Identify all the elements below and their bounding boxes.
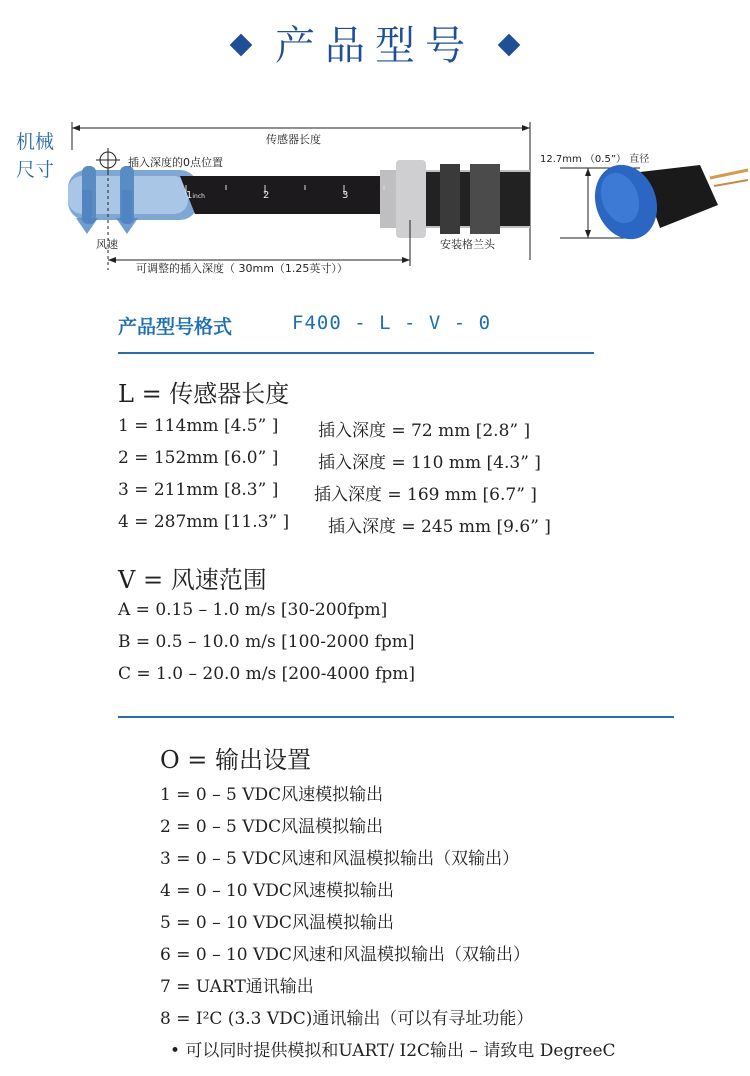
divider [118, 716, 674, 718]
output-item: 7 = UART通讯输出 [160, 977, 314, 997]
scale-label-2: 2 [263, 190, 270, 201]
output-item: 5 = 0 – 10 VDC风温模拟输出 [160, 913, 394, 933]
length-depth: 插入深度 = 72 mm [2.8” ] [318, 421, 531, 441]
format-code: F400 - L - V - 0 [292, 312, 492, 334]
output-heading: O = 输出设置 [160, 746, 312, 774]
flange-label: 安装格兰头 [440, 238, 495, 251]
mech-label: 机械尺寸 [16, 131, 55, 181]
scale-label-1: 1inch [186, 190, 205, 201]
page-title: 产品型号 [0, 14, 750, 71]
output-item: 4 = 0 – 10 VDC风速模拟输出 [160, 881, 394, 901]
velocity-item: B = 0.5 – 10.0 m/s [100-2000 fpm] [118, 632, 415, 652]
velocity-heading: V = 风速范围 [118, 566, 267, 594]
length-size: 3 = 211mm [8.3” ] [118, 480, 279, 500]
diamond-icon [498, 34, 521, 57]
length-size: 1 = 114mm [4.5” ] [118, 416, 279, 436]
format-title: 产品型号格式 [118, 316, 233, 338]
scale-label-3: 3 [342, 190, 349, 201]
output-item: 8 = I²C (3.3 VDC)通讯输出（可以有寻址功能） [160, 1009, 534, 1029]
output-item: 2 = 0 – 5 VDC风温模拟输出 [160, 817, 384, 837]
length-size: 4 = 287mm [11.3” ] [118, 512, 290, 532]
output-note: • 可以同时提供模拟和UART/ I2C输出 – 请致电 DegreeC [170, 1041, 616, 1061]
adjustable-depth-label: 可调整的插入深度（ 30mm（1.25英寸）） [136, 262, 348, 275]
airflow-label: 风速 [96, 238, 118, 251]
probe-diagram [0, 110, 750, 280]
insert-zero-label: 插入深度的0点位置 [128, 156, 223, 169]
length-heading: L = 传感器长度 [118, 380, 290, 408]
divider [118, 352, 594, 354]
output-item: 1 = 0 – 5 VDC风速模拟输出 [160, 785, 384, 805]
probe-end-view [560, 156, 748, 248]
output-item: 3 = 0 – 5 VDC风速和风温模拟输出（双输出） [160, 849, 520, 869]
diamond-icon [230, 34, 253, 57]
velocity-item: A = 0.15 – 1.0 m/s [30-200fpm] [118, 600, 388, 620]
output-item: 6 = 0 – 10 VDC风速和风温模拟输出（双输出） [160, 945, 530, 965]
length-depth: 插入深度 = 245 mm [9.6” ] [328, 517, 551, 537]
velocity-item: C = 1.0 – 20.0 m/s [200-4000 fpm] [118, 664, 416, 684]
length-depth: 插入深度 = 169 mm [6.7” ] [314, 485, 537, 505]
diameter-label: 12.7mm （0.5”） 直径 [540, 154, 650, 165]
length-depth: 插入深度 = 110 mm [4.3” ] [318, 453, 541, 473]
sensor-length-label: 传感器长度 [266, 133, 321, 146]
length-size: 2 = 152mm [6.0” ] [118, 448, 279, 468]
